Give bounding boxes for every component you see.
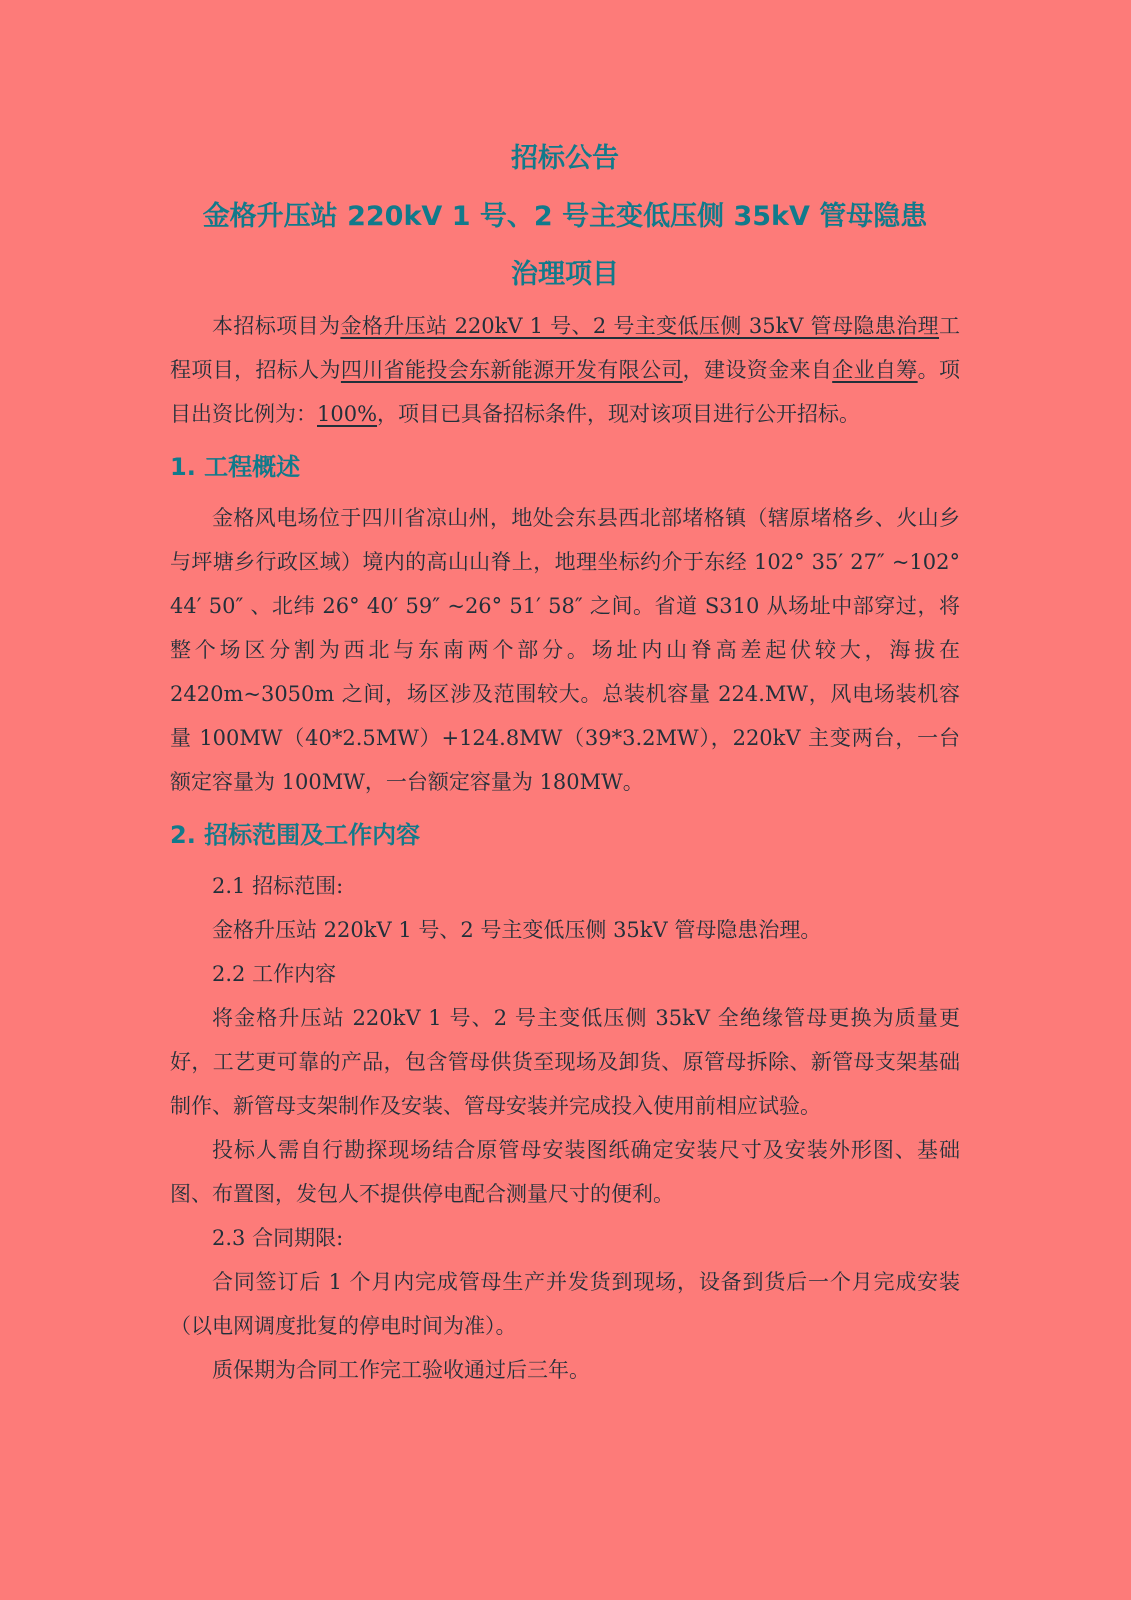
funding-source-underlined: 企业自筹 — [832, 358, 918, 382]
intro-text-3: ，建设资金来自 — [682, 358, 833, 382]
intro-text-4: 。项目出资比例为： — [170, 358, 961, 426]
project-title-line2: 治理项目 — [511, 259, 619, 290]
section-2-1-text: 金格升压站 220kV 1 号、2 号主变低压侧 35kV 管母隐患治理。 — [212, 918, 822, 942]
project-title-line1: 金格升压站 220kV 1 号、2 号主变低压侧 35kV 管母隐患 — [202, 201, 928, 232]
section-2-3-text-2: 质保期为合同工作完工验收通过后三年。 — [212, 1358, 590, 1382]
section-2-heading: 2. 招标范围及工作内容 — [170, 821, 421, 849]
intro-text-1: 本招标项目为 — [212, 314, 341, 338]
section-2-1-label: 2.1 招标范围: — [212, 874, 344, 898]
section-2-2-text-1: 将金格升压站 220kV 1 号、2 号主变低压侧 35kV 全绝缘管母更换为质量更好，工艺更可靠的产品，包含管母供货至现场及卸货、原管母拆除、新管母支架基础制作、新管母支架制作及安装、管母安装并完成投入使用前相应试验。 — [170, 1006, 960, 1118]
section-2-3-label: 2.3 合同期限: — [212, 1226, 344, 1250]
intro-text-2: 工程项目，招标人为 — [170, 314, 961, 382]
section-1-text: 金格风电场位于四川省凉山州，地处会东县西北部堵格镇（辖原堵格乡、火山乡与坪塘乡行政区域）境内的高山山脊上，地理坐标约介于东经 102° 35′ 27″ ~102° 44′ 50″ 、北纬 26° 40′ 59″ ~26° 51′ 58″ 之间。省道 S310 从场址中部穿过，将整个场区分割为西北与东南两个部分。场址内山脊高差起伏较大，海拔在 2420m~3050m 之间，场区涉及范围较大。总装机容量 224.MW，风电场装机容量 100MW（40*2.5MW）+124.8MW（39*3.2MW），220kV 主变两台，一台额定容量为 100MW，一台额定容量为 180MW。 — [170, 506, 960, 794]
intro-text-5: ，项目已具备招标条件，现对该项目进行公开招标。 — [377, 402, 861, 426]
intro-paragraph — [170, 304, 960, 436]
project-name-underlined: 金格升压站 220kV 1 号、2 号主变低压侧 35kV 管母隐患治理 — [340, 314, 940, 338]
funding-ratio-underlined: 100% — [317, 402, 378, 426]
document-page — [170, 130, 960, 1392]
section-2-2-label: 2.2 工作内容 — [212, 962, 337, 986]
bidder-name-underlined: 四川省能投会东新能源开发有限公司 — [340, 358, 683, 382]
section-1-heading: 1. 工程概述 — [170, 453, 301, 481]
section-2-3-text-1: 合同签订后 1 个月内完成管母生产并发货到现场，设备到货后一个月完成安装（以电网调度批复的停电时间为准）。 — [170, 1270, 960, 1338]
section-2-2-text-2: 投标人需自行勘探现场结合原管母安装图纸确定安装尺寸及安装外形图、基础图、布置图，发包人不提供停电配合测量尺寸的便利。 — [170, 1138, 960, 1206]
document-title: 招标公告 — [511, 143, 619, 174]
